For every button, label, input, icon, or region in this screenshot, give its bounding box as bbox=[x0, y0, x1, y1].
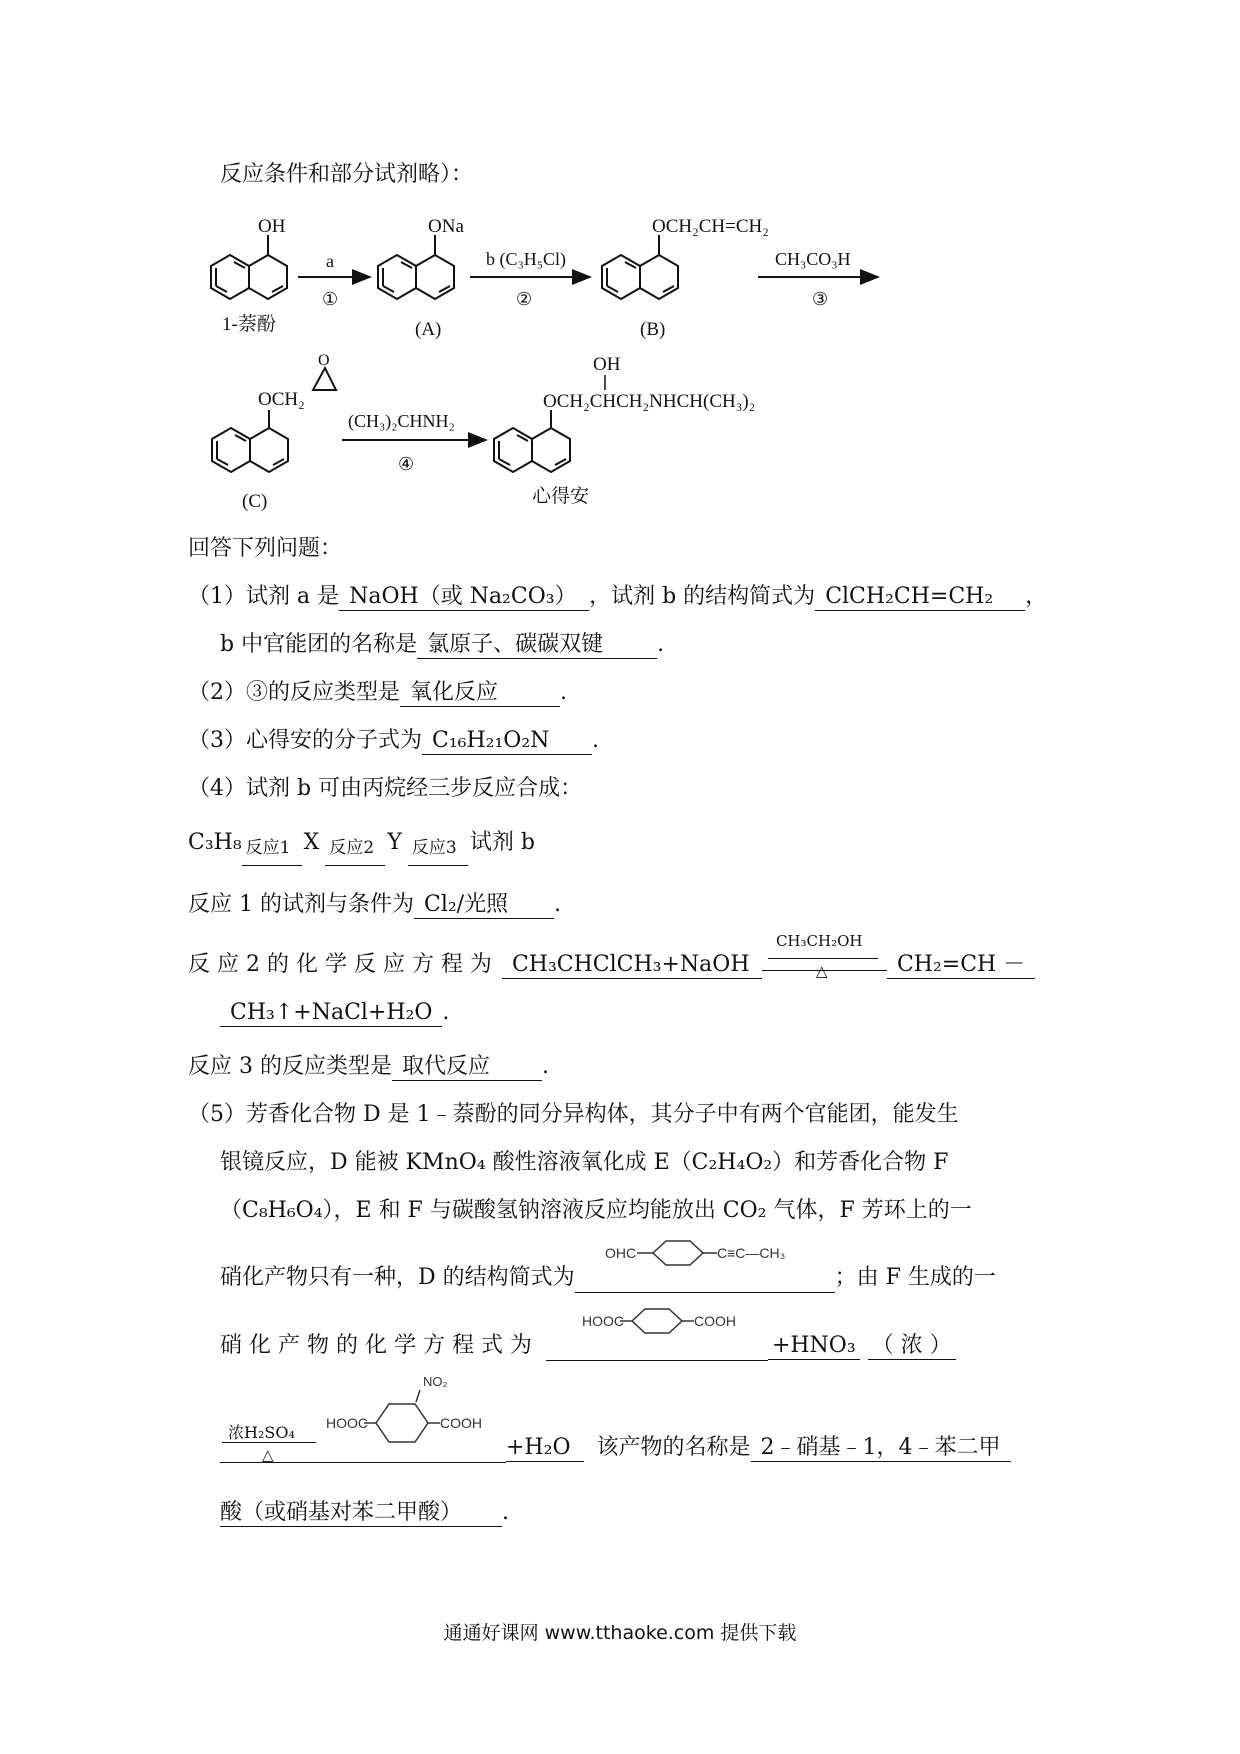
svg-text:OCH₂CHCH₂NHCH(CH₃)₂: OCH₂CHCH₂NHCH(CH₃)₂ bbox=[543, 391, 756, 412]
reaction-1-line: 反应 1 的试剂与条件为 Cl₂/光照 . bbox=[188, 892, 561, 917]
reaction-2-line2: CH₃↑+NaCl+H₂O . bbox=[220, 998, 449, 1028]
question-5-line4: 硝化产物只有一种，D 的结构简式为 OHC C≡C—CH₃ ；由 F 生成的一 bbox=[220, 1262, 996, 1293]
arrow-3 bbox=[758, 249, 878, 309]
answer-reaction-2-equation-part3: CH₃↑+NaCl+H₂O bbox=[220, 1000, 442, 1027]
arrow-1 bbox=[298, 251, 370, 309]
footer-text: 通通好课网 www.tthaoke.com 提供下载 bbox=[443, 1622, 797, 1644]
naphthol-oh: OH bbox=[258, 216, 286, 237]
svg-text:a: a bbox=[326, 251, 334, 271]
svg-text:(B): (B) bbox=[640, 319, 666, 340]
questions-intro: 回答下列问题： bbox=[188, 536, 343, 561]
question-1-line2: b 中官能团的名称是 氯原子、碳碳双键 . bbox=[220, 632, 665, 657]
svg-text:COOH: COOH bbox=[440, 1415, 482, 1431]
reaction-scheme bbox=[0, 215, 1240, 535]
answer-nitration-product bbox=[320, 1374, 506, 1463]
answer-product-name-part2: 酸（或硝基对苯二甲酸） bbox=[220, 1500, 502, 1527]
svg-text:b (C₃H₅Cl): b (C₃H₅Cl) bbox=[486, 249, 567, 269]
question-4: （4）试剂 b 可由丙烷经三步反应合成： bbox=[188, 776, 583, 801]
answer-reaction-1-conditions: Cl₂/光照 bbox=[414, 892, 554, 919]
svg-text:O: O bbox=[318, 352, 330, 369]
svg-text:HOOC: HOOC bbox=[581, 1313, 624, 1329]
svg-text:OCH₂CH=CH₂: OCH₂CH=CH₂ bbox=[652, 216, 769, 237]
propranolol-name: 心得安 bbox=[532, 486, 590, 507]
reaction-3-line: 反应 3 的反应类型是 取代反应 . bbox=[188, 1054, 549, 1079]
svg-text:(A): (A) bbox=[415, 319, 442, 340]
answer-f-structure bbox=[546, 1313, 768, 1361]
intro-text: 反应条件和部分试剂略）： bbox=[220, 162, 474, 187]
question-1-line1: （1）试剂 a 是 NaOH（或 Na₂CO₃） ，试剂 b 的结构简式为 ClCH₂CH=CH₂ ， bbox=[188, 584, 1048, 609]
svg-text:C≡C—CH₃: C≡C—CH₃ bbox=[716, 1245, 785, 1261]
reaction-2-line: 反 应 2 的 化 学 反 应 方 程 为 CH₃CHClCH₃+NaOH CH₃CH₂OH △ CH₂=CH － bbox=[188, 944, 1035, 980]
svg-text:COOH: COOH bbox=[693, 1313, 736, 1329]
question-5-line6: 浓H₂SO₄ △ NO₂ HOOC COOH +H₂O 该产物的名称是 2﹣硝基﹣1，4﹣苯二甲 bbox=[220, 1432, 1011, 1472]
question-5-line5: 硝 化 产 物 的 化 学 方 程 式 为 HOOC COOH +HNO₃ （ 浓 ） bbox=[220, 1330, 956, 1361]
compound-c bbox=[212, 352, 336, 512]
question-5-line1: （5）芳香化合物 D 是 1﹣萘酚的同分异构体，其分子中有两个官能团，能发生 bbox=[188, 1102, 959, 1127]
svg-text:②: ② bbox=[516, 289, 533, 309]
svg-text:④: ④ bbox=[398, 454, 415, 474]
answer-d-structure bbox=[575, 1245, 835, 1293]
svg-text:OCH₂: OCH₂ bbox=[258, 389, 305, 410]
svg-text:(C): (C) bbox=[242, 491, 268, 512]
svg-text:NO₂: NO₂ bbox=[423, 1374, 448, 1389]
svg-text:①: ① bbox=[322, 289, 339, 309]
svg-text:ONa: ONa bbox=[428, 216, 464, 237]
answer-reaction-2-equation-part1: CH₃CHClCH₃+NaOH bbox=[502, 952, 762, 979]
svg-text:CH₃CO₃H: CH₃CO₃H bbox=[775, 249, 851, 269]
answer-molecular-formula: C₁₆H₂₁O₂N bbox=[422, 728, 592, 755]
synthesis-chain: C₃H₈ 反应1 X 反应2 Y 反应3 试剂 b bbox=[188, 828, 535, 868]
svg-text:HOOC: HOOC bbox=[326, 1415, 368, 1431]
question-5-line2: 银镜反应，D 能被 KMnO₄ 酸性溶液氧化成 E（C₂H₄O₂）和芳香化合物 F bbox=[220, 1150, 949, 1175]
svg-text:OHC: OHC bbox=[604, 1245, 636, 1261]
naphthol-structure bbox=[211, 216, 287, 335]
svg-text:(CH₃)₂CHNH₂: (CH₃)₂CHNH₂ bbox=[348, 411, 455, 431]
answer-reaction-type-3: 氧化反应 bbox=[400, 680, 560, 707]
arrow-2 bbox=[470, 249, 590, 309]
compound-b bbox=[602, 216, 769, 340]
answer-product-name-part1: 2﹣硝基﹣1，4﹣苯二甲 bbox=[751, 1435, 1011, 1462]
question-3: （3）心得安的分子式为 C₁₆H₂₁O₂N . bbox=[188, 728, 599, 753]
answer-reagent-a: NaOH（或 Na₂CO₃） bbox=[339, 584, 589, 611]
answer-functional-groups: 氯原子、碳碳双键 bbox=[417, 632, 657, 659]
arrow-4 bbox=[342, 411, 486, 474]
svg-text:OH: OH bbox=[593, 354, 621, 375]
question-5-line7: 酸（或硝基对苯二甲酸） . bbox=[220, 1500, 510, 1525]
compound-a bbox=[378, 216, 464, 340]
question-2: （2）③的反应类型是 氧化反应 . bbox=[188, 680, 567, 705]
answer-reagent-b: ClCH₂CH=CH₂ bbox=[815, 584, 1025, 611]
answer-reaction-3-type: 取代反应 bbox=[392, 1054, 542, 1081]
propranolol-structure bbox=[494, 354, 755, 507]
naphthol-name: 1-萘酚 bbox=[222, 314, 276, 335]
svg-text:③: ③ bbox=[812, 289, 829, 309]
question-5-line3: （C₈H₆O₄），E 和 F 与碳酸氢钠溶液反应均能放出 CO₂ 气体，F 芳环上的一 bbox=[220, 1198, 972, 1223]
answer-reaction-2-equation-part2: CH₂=CH － bbox=[887, 952, 1035, 979]
